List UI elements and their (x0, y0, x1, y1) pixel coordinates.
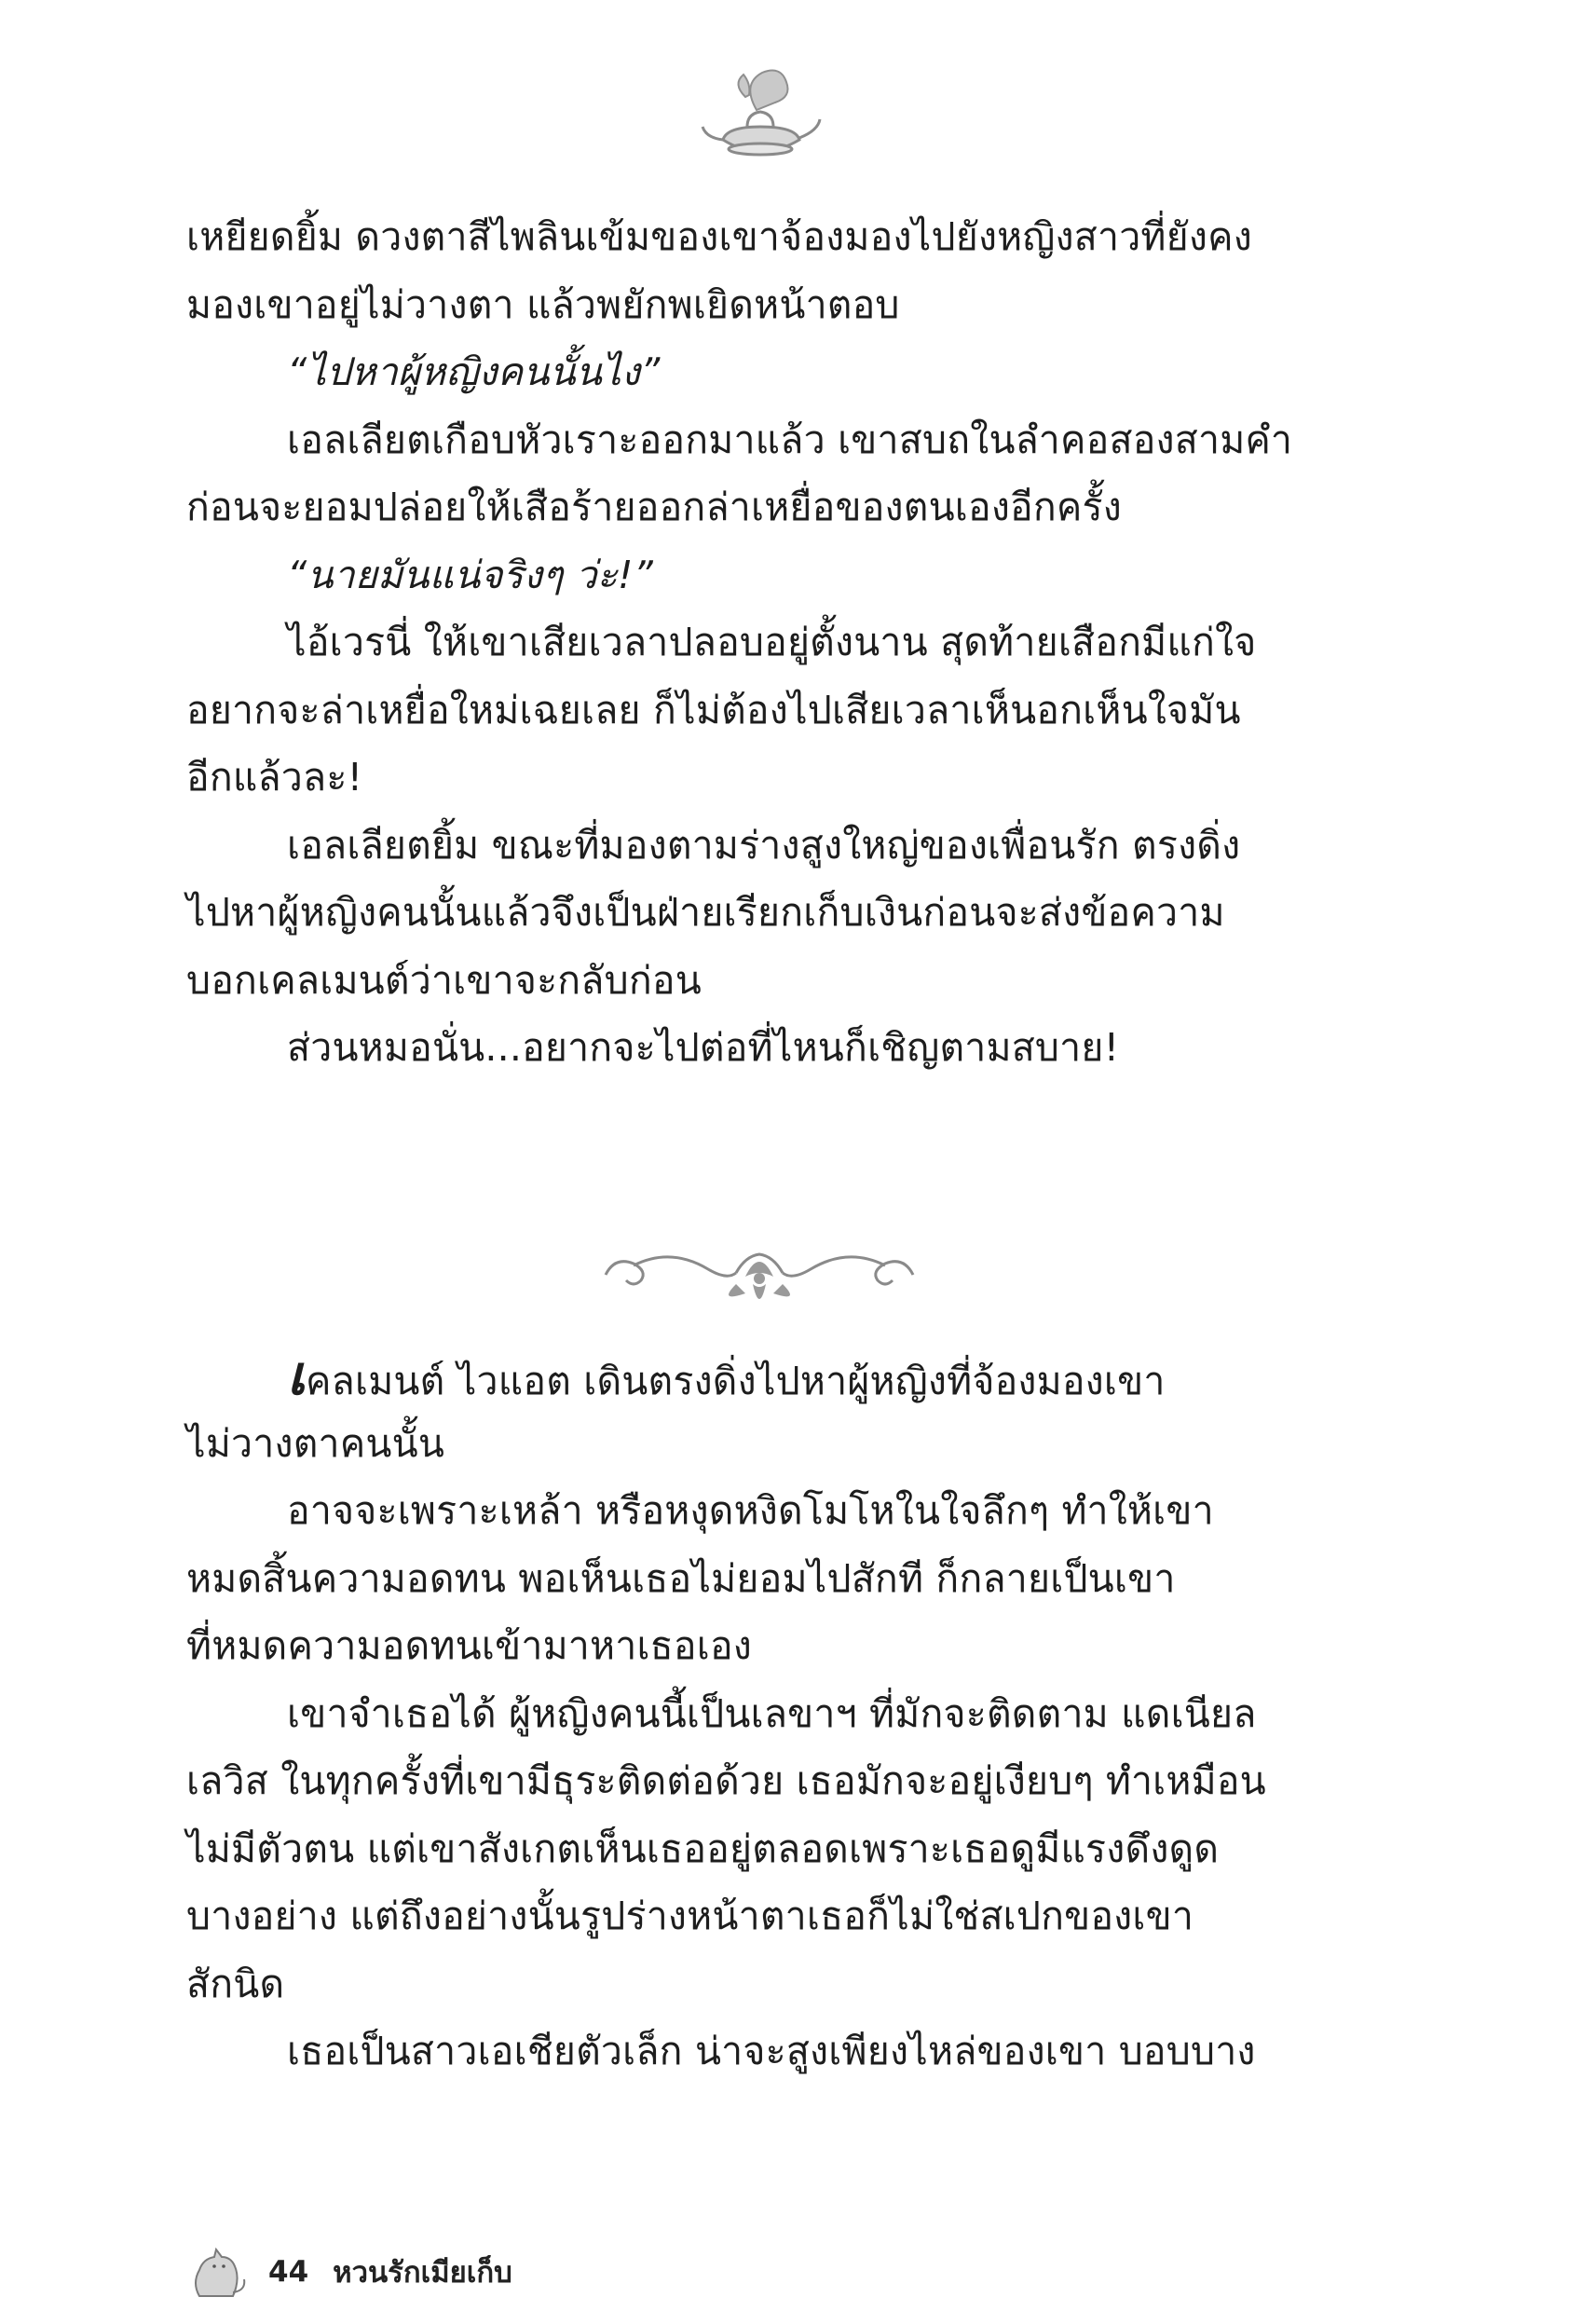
paragraph-line: เขาจำเธอได้ ผู้หญิงคนนี้เป็นเลขาฯ ที่มักจะติดตาม แดเนียล (287, 1690, 1257, 1736)
page-number: 44 (268, 2255, 309, 2289)
paragraph-line: ไปหาผู้หญิงคนนั้นแล้วจึงเป็นฝ่ายเรียกเก็บเงินก่อนจะส่งข้อความ (186, 890, 1225, 935)
paragraph-line: มองเขาอยู่ไม่วางตา แล้วพยักพเยิดหน้าตอบ (186, 281, 900, 327)
dialogue-line: “นายมันแน่จริงๆ ว่ะ!” (287, 552, 654, 597)
paragraph-line: อาจจะเพราะเหล้า หรือหงุดหงิดโมโหในใจลึกๆ ทำให้เขา (287, 1488, 1214, 1533)
page-footer (186, 2246, 512, 2298)
paragraph-line: ที่หมดความอดทนเข้ามาหาเธอเอง (186, 1623, 752, 1668)
paragraph-line: ไม่มีตัวตน แต่เขาสังเกตเห็นเธออยู่ตลอดเพราะเธอดูมีแรงดึงดูด (186, 1826, 1220, 1871)
paragraph-line: เธอเป็นสาวเอเชียตัวเล็ก น่าจะสูงเพียงไหล่ของเขา บอบบาง (287, 2029, 1256, 2073)
paragraph-line: เอลเลียตเกือบหัวเราะออกมาแล้ว เขาสบถในลำคอสองสามคำ (287, 417, 1293, 462)
paragraph-line: เลวิส ในทุกครั้งที่เขามีธุระติดต่อด้วย เธอมักจะอยู่เงียบๆ ทำเหมือน (186, 1758, 1266, 1803)
paragraph-line: ไอ้เวรนี่ ให้เขาเสียเวลาปลอบอยู่ตั้งนาน สุดท้ายเสือกมีแก่ใจ (287, 620, 1257, 664)
paragraph-line: เหยียดยิ้ม ดวงตาสีไพลินเข้มของเขาจ้องมองไปยังหญิงสาวที่ยังคง (186, 214, 1252, 259)
first-line-text: คลเมนต์ ไวแอต เดินตรงดิ่งไปหาผู้หญิงที่จ้องมองเขา (306, 1359, 1166, 1403)
paragraph-line: ส่วนหมอนั่น...อยากจะไปต่อที่ไหนก็เชิญตามสบาย! (287, 1025, 1120, 1070)
section-1-text (186, 203, 1321, 1082)
paragraph-line: อยากจะล่าเหยื่อใหม่เฉยเลย ก็ไม่ต้องไปเสียเวลาเห็นอกเห็นใจมัน (186, 687, 1241, 732)
paragraph-line: เอลเลียตยิ้ม ขณะที่มองตามร่างสูงใหญ่ของเพื่อนรัก ตรงดิ่ง (287, 822, 1241, 868)
paragraph-line: หมดสิ้นความอดทน พอเห็นเธอไม่ยอมไปสักที ก็กลายเป็นเขา (186, 1555, 1176, 1601)
section-2-text (186, 1342, 1321, 2085)
cat-icon (186, 2246, 248, 2298)
paragraph-line: ก่อนจะยอมปล่อยให้เสือร้ายออกล่าเหยื่อของตนเองอีกครั้ง (186, 485, 1122, 529)
scroll-divider-icon (596, 1228, 922, 1321)
drop-cap: เ (287, 1344, 307, 1407)
paragraph-line: ไม่วางตาคนนั้น (186, 1420, 445, 1466)
paragraph-line: บอกเคลเมนต์ว่าเขาจะกลับก่อน (186, 957, 702, 1003)
paragraph-line: อีกแล้วละ! (186, 755, 363, 800)
chapter-first-line (186, 1342, 1321, 1410)
teapot-ornament-icon (695, 65, 825, 168)
paragraph-line: สักนิด (186, 1961, 285, 2006)
dialogue-line: “ไปหาผู้หญิงคนนั้นไง” (287, 349, 661, 394)
book-title: หวนรักเมียเก็บ (333, 2256, 512, 2290)
paragraph-line: บางอย่าง แต่ถึงอย่างนั้นรูปร่างหน้าตาเธอก็ไม่ใช่สเปกของเขา (186, 1894, 1194, 1938)
